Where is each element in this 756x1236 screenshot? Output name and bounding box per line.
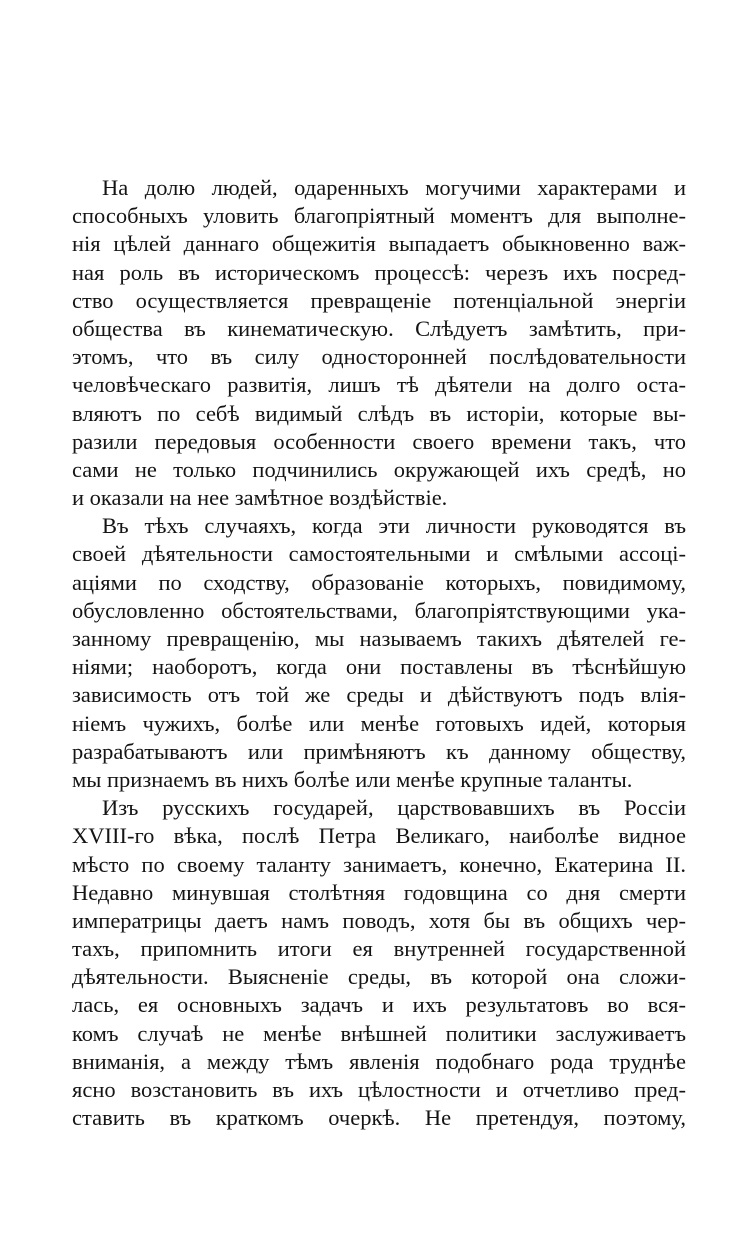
text-line: мѣсто по своему таланту занимаетъ, конечно, Екатерина II. xyxy=(72,851,686,877)
paragraph-2 xyxy=(72,512,686,794)
text-line: человѣческаго развитія, лишъ тѣ дѣятели на долго оста- xyxy=(72,372,686,398)
text-line: аціями по сходству, образованіе которыхъ, повидимому, xyxy=(72,569,686,595)
text-line: мы признаемъ въ нихъ болѣе или менѣе крупные таланты. xyxy=(72,766,633,792)
text-line: ство осуществляется превращеніе потенціальной энергіи xyxy=(72,287,686,313)
text-line: На долю людей, одаренныхъ могучими характерами и xyxy=(102,175,686,200)
text-line: занному превращенію, мы называемъ такихъ дѣятелей ге- xyxy=(72,626,686,651)
text-line: XVIII-го вѣка, послѣ Петра Великаго, наиболѣе видное xyxy=(72,823,686,849)
text-line: комъ случаѣ не менѣе внѣшней политики заслуживаетъ xyxy=(72,1020,686,1046)
paragraph-1 xyxy=(72,174,686,512)
text-line: вниманія, а между тѣмъ явленія подобнаго рода труднѣе xyxy=(72,1048,686,1074)
page-body-text xyxy=(72,174,686,1132)
text-line: тахъ, припомнить итоги ея внутренней государственной xyxy=(72,936,686,962)
text-line: ясно возстановить въ ихъ цѣлостности и отчетливо пред- xyxy=(72,1077,686,1102)
text-line: ніемъ чужихъ, болѣе или менѣе готовыхъ идей, которыя xyxy=(72,710,686,736)
text-line: лась, ея основныхъ задачъ и ихъ результатовъ во вся- xyxy=(72,992,686,1018)
text-line: обусловленно обстоятельствами, благопріятствующими ука- xyxy=(72,597,686,623)
text-line: зависимость отъ той же среды и дѣйствуютъ подъ влія- xyxy=(72,682,686,708)
paragraph-3 xyxy=(72,794,686,1132)
text-line: способныхъ уловить благопріятный моментъ для выполне- xyxy=(72,203,686,229)
text-line: разили передовыя особенности своего времени такъ, что xyxy=(72,428,686,454)
text-line: и оказали на нее замѣтное воздѣйствіе. xyxy=(72,485,448,511)
text-line: императрицы даетъ намъ поводъ, хотя бы въ общихъ чер- xyxy=(72,907,686,933)
text-line: Изъ русскихъ государей, царствовавшихъ въ Россіи xyxy=(102,795,686,821)
text-line: ставить въ краткомъ очеркѣ. Не претендуя, поэтому, xyxy=(72,1105,686,1131)
text-line: Въ тѣхъ случаяхъ, когда эти личности руководятся въ xyxy=(102,513,686,539)
text-line: этомъ, что въ силу односторонней послѣдовательности xyxy=(72,344,686,370)
text-line: общества въ кинематическую. Слѣдуетъ замѣтить, при- xyxy=(72,315,686,341)
text-line: вляютъ по себѣ видимый слѣдъ въ исторіи, которые вы- xyxy=(72,400,686,426)
text-line: Недавно минувшая столѣтняя годовщина со дня смерти xyxy=(72,879,686,905)
text-line: своей дѣятельности самостоятельными и смѣлыми ассоці- xyxy=(72,541,686,567)
text-line: ніями; наоборотъ, когда они поставлены въ тѣснѣйшую xyxy=(72,654,686,680)
text-line: нія цѣлей даннаго общежитія выпадаетъ обыкновенно важ- xyxy=(72,231,686,257)
text-line: сами не только подчинились окружающей ихъ средѣ, но xyxy=(72,456,686,482)
text-line: ная роль въ историческомъ процессѣ: черезъ ихъ посред- xyxy=(72,259,686,285)
text-line: разрабатываютъ или примѣняютъ къ данному обществу, xyxy=(72,738,686,764)
text-line: дѣятельности. Выясненіе среды, въ которой она сложи- xyxy=(72,964,686,990)
